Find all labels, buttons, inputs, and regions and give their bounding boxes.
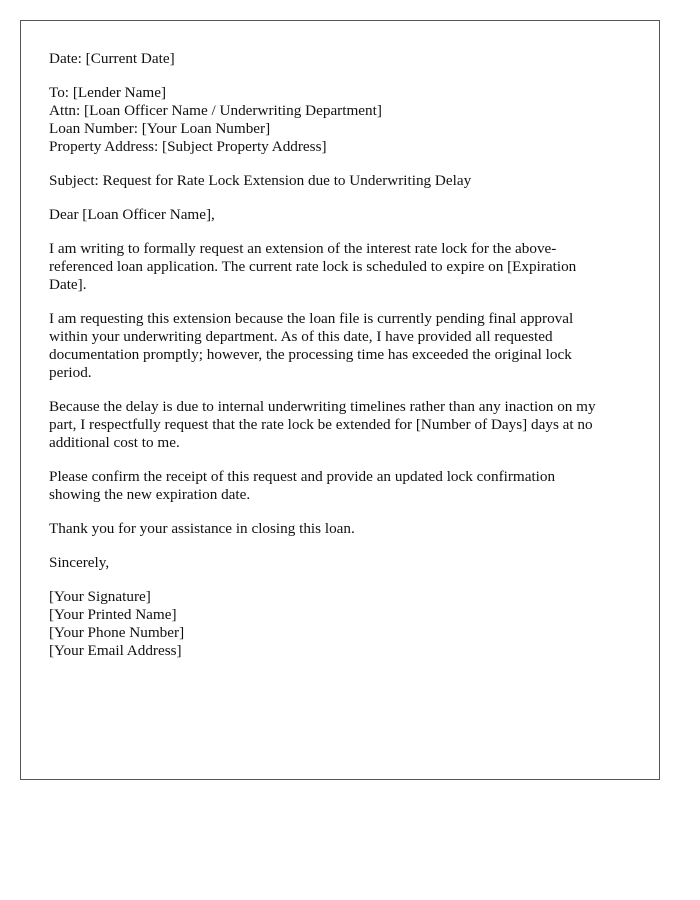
printed-name: [Your Printed Name]: [49, 606, 177, 623]
salutation-block: [49, 206, 633, 224]
paragraph-line: period.: [49, 364, 92, 381]
property-address: Property Address: [Subject Property Address]: [49, 138, 327, 155]
subject-block: [49, 172, 633, 190]
loan-number: Loan Number: [Your Loan Number]: [49, 120, 271, 137]
signature-placeholder: [Your Signature]: [49, 588, 151, 605]
paragraph-line: I am requesting this extension because the loan file is currently pending final approval: [49, 310, 574, 327]
body-paragraph-3: [49, 398, 633, 452]
paragraph-line: Please confirm the receipt of this request and provide an updated lock confirmation: [49, 468, 556, 485]
paragraph-line: referenced loan application. The current rate lock is scheduled to expire on [Expiration: [49, 258, 577, 275]
letter-content: [49, 50, 633, 676]
paragraph-line: showing the new expiration date.: [49, 486, 251, 503]
body-paragraph-2: [49, 310, 633, 382]
letter-page: [20, 20, 660, 780]
paragraph-line: within your underwriting department. As of this date, I have provided all requested: [49, 328, 553, 345]
subject-line: Subject: Request for Rate Lock Extension due to Underwriting Delay: [49, 172, 472, 189]
paragraph-line: part, I respectfully request that the rate lock be extended for [Number of Days] days at no: [49, 416, 593, 433]
paragraph-line: Date].: [49, 276, 87, 293]
paragraph-line: documentation promptly; however, the processing time has exceeded the original lock: [49, 346, 572, 363]
body-paragraph-1: [49, 240, 633, 294]
salutation: Dear [Loan Officer Name],: [49, 206, 215, 223]
paragraph-line: I am writing to formally request an extension of the interest rate lock for the above-: [49, 240, 557, 257]
paragraph-line: additional cost to me.: [49, 434, 180, 451]
date-block: [49, 50, 633, 68]
phone-number: [Your Phone Number]: [49, 624, 185, 641]
recipient-attn: Attn: [Loan Officer Name / Underwriting Department]: [49, 102, 382, 119]
email-address: [Your Email Address]: [49, 642, 182, 659]
body-paragraph-4: [49, 468, 633, 504]
signature-block: [49, 588, 633, 660]
body-paragraph-5: [49, 520, 633, 538]
paragraph-line: Because the delay is due to internal underwriting timelines rather than any inaction on my: [49, 398, 596, 415]
recipient-to: To: [Lender Name]: [49, 84, 167, 101]
closing-block: [49, 554, 633, 572]
closing: Sincerely,: [49, 554, 110, 571]
paragraph-line: Thank you for your assistance in closing this loan.: [49, 520, 355, 537]
date-line: Date: [Current Date]: [49, 50, 175, 67]
recipient-block: [49, 84, 633, 156]
